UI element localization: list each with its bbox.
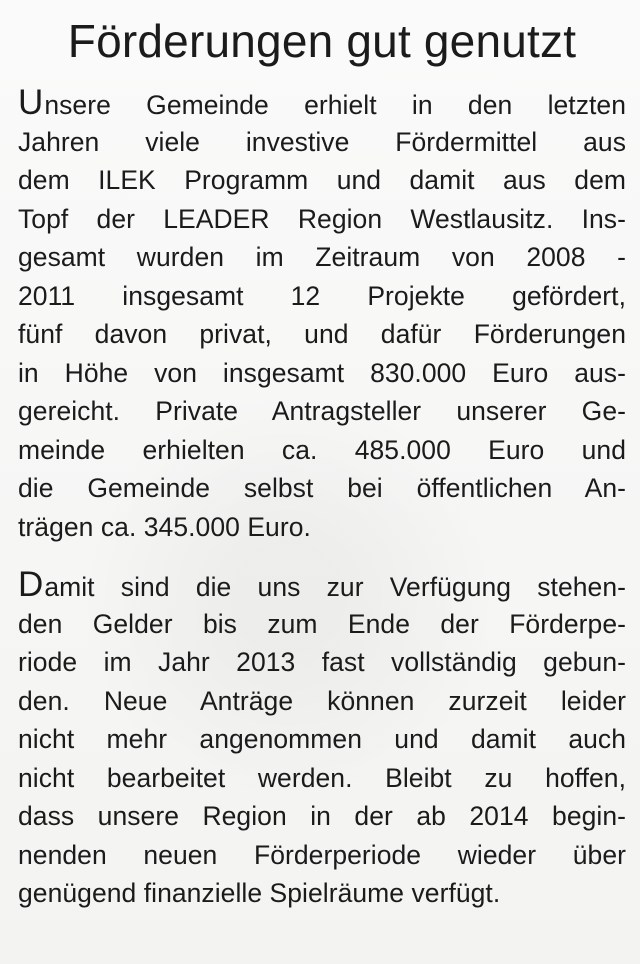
text-line: fünf davon privat, und dafür Förderungen [18, 319, 626, 349]
text-line: den. Neue Anträge können zurzeit leider [18, 685, 626, 716]
text-line: dem ILEK Programm und damit aus dem [18, 165, 626, 195]
text-line: genügend finanzielle Spielräume verfügt. [18, 878, 501, 908]
text-line: die Gemeinde selbst bei öffentlichen An- [18, 473, 626, 503]
line-text: amit sind die uns zur Verfügung stehen- [44, 572, 626, 602]
text-line: trägen ca. 345.000 Euro. [18, 511, 311, 542]
text-line: den Gelder bis zum Ende der Förderpe- [18, 608, 626, 639]
text-line [18, 84, 626, 123]
text-line: gesamt wurden im Zeitraum von 2008 - [18, 242, 626, 272]
text-line: nenden neuen Förderperiode wieder über [18, 839, 626, 870]
text-line: gereicht. Private Antragsteller unserer Ge- [18, 396, 626, 426]
text-line [18, 566, 626, 605]
text-line: dass unsere Region in der ab 2014 begin- [18, 801, 626, 831]
article-title: Förderungen gut genutzt [67, 15, 577, 67]
line-text: nsere Gemeinde erhielt in den letzten [44, 90, 626, 120]
text-line: Topf der LEADER Region Westlausitz. Ins- [18, 203, 626, 234]
text-line: nicht mehr angenommen und damit auch [18, 724, 626, 754]
article-body [18, 84, 626, 913]
paragraph-funding-summary [18, 84, 626, 546]
paragraph-funding-outlook [18, 566, 626, 913]
text-line: nicht bearbeitet werden. Bleibt zu hoffen, [18, 762, 626, 793]
text-line: Jahren viele investive Fördermittel aus [18, 126, 626, 157]
text-line: riode im Jahr 2013 fast vollständig gebun- [18, 647, 626, 677]
text-line: in Höhe von insgesamt 830.000 Euro aus- [18, 357, 626, 388]
text-line: 2011 insgesamt 12 Projekte gefördert, [18, 280, 626, 311]
initial-letter: U [18, 83, 44, 122]
text-line: meinde erhielten ca. 485.000 Euro und [18, 434, 626, 465]
initial-letter: D [18, 565, 44, 604]
